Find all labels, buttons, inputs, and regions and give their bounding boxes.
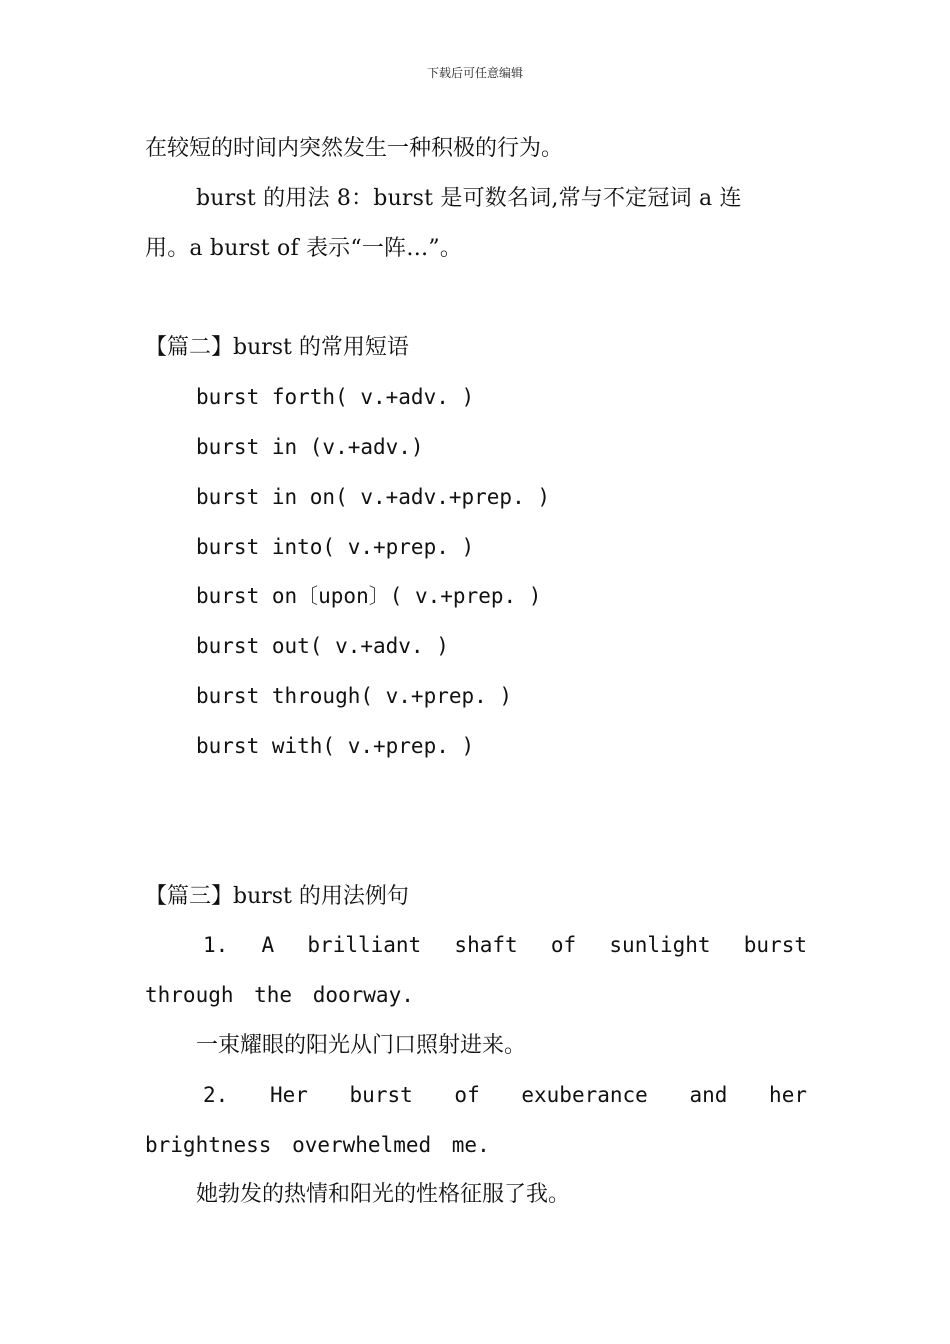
usage-8-line-1: burst 的用法 8：burst 是可数名词,常与不定冠词 a 连 — [196, 185, 742, 211]
intro-line: 在较短的时间内突然发生一种积极的行为。 — [145, 136, 564, 161]
phrase-list — [145, 373, 807, 771]
phrase-item: burst out( v.+adv. ) — [196, 634, 449, 659]
phrase-item: burst into( v.+prep. ) — [196, 534, 475, 559]
usage-8-line-2: 用。a burst of 表示“一阵…”。 — [145, 235, 463, 261]
phrase-item: burst in on( v.+adv.+prep. ) — [196, 484, 551, 509]
document-body — [145, 124, 807, 1220]
phrase-item: burst forth( v.+adv. ) — [196, 385, 475, 410]
page-header: 下载后可任意编辑 — [426, 66, 523, 80]
example-1-chinese: 一束耀眼的阳光从门口照射进来。 — [196, 1032, 527, 1058]
example-2-english: 2. Her burst of exuberance and her brightness overwhelmed me. — [145, 1082, 807, 1157]
usage-8-paragraph — [145, 174, 807, 274]
phrase-item: burst through( v.+prep. ) — [196, 683, 513, 708]
example-1-english: 1. A brilliant shaft of sunlight burst through the doorway. — [145, 933, 807, 1008]
phrase-item: burst on〔upon〕( v.+prep. ) — [196, 584, 542, 609]
section-3-title: 【篇三】burst 的用法例句 — [145, 883, 409, 909]
example-2-chinese: 她勃发的热情和阳光的性格征服了我。 — [196, 1182, 571, 1208]
phrase-item: burst in (v.+adv.) — [196, 434, 424, 459]
phrase-item: burst with( v.+prep. ) — [196, 733, 475, 758]
section-2-title: 【篇二】burst 的常用短语 — [145, 335, 409, 361]
